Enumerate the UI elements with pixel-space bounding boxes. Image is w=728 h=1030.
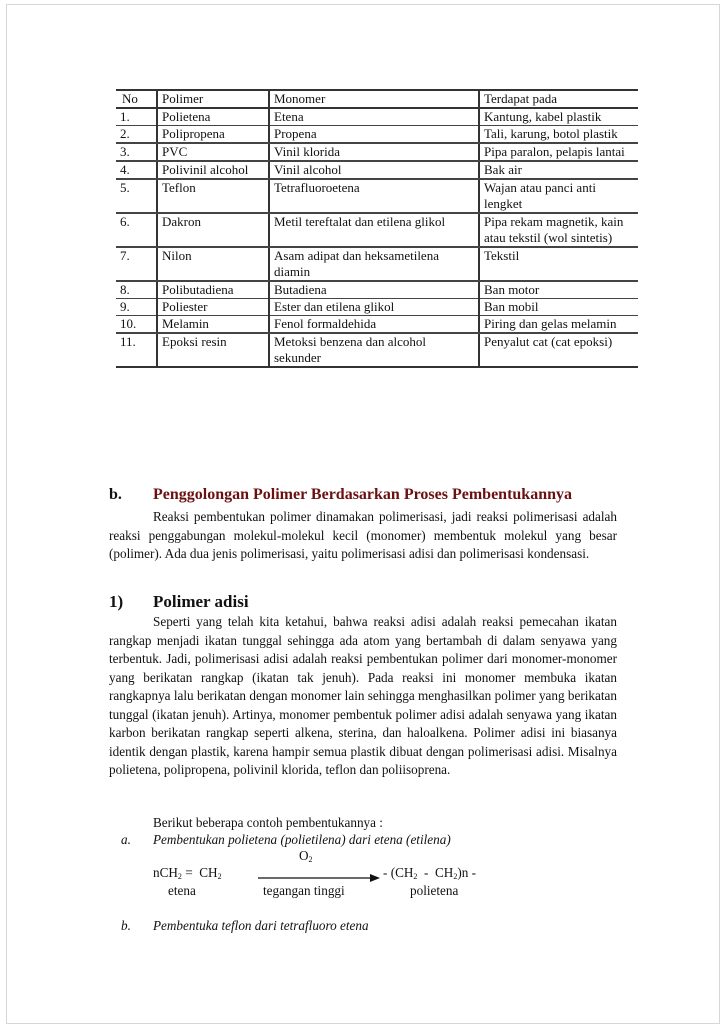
cell-polimer: Teflon: [157, 179, 269, 213]
header-monomer: Monomer: [269, 90, 479, 108]
section-1-title: Polimer adisi: [153, 592, 249, 611]
table-row: [116, 108, 638, 126]
table-row: [116, 333, 638, 367]
cell-no: 4.: [116, 161, 157, 179]
cell-no: 2.: [116, 126, 157, 144]
table-header-row: [116, 90, 638, 108]
table-row: [116, 316, 638, 334]
cell-polimer: Polietena: [157, 108, 269, 126]
cell-no: 6.: [116, 213, 157, 247]
cell-monomer: Vinil alcohol: [269, 161, 479, 179]
cell-polimer: PVC: [157, 143, 269, 161]
example-b-letter: b.: [121, 918, 131, 933]
product-sub-1: 2: [413, 872, 418, 881]
reaction-arrow-icon: [258, 873, 380, 883]
header-terdapat: Terdapat pada: [479, 90, 638, 108]
cell-terdapat: Wajan atau panci anti lengket: [479, 179, 638, 213]
reactant-part-b: = CH: [181, 865, 218, 880]
example-b-title: Pembentuka teflon dari tetrafluoro etena: [153, 918, 369, 933]
cell-monomer: Butadiena: [269, 281, 479, 299]
product-part-a: - (CH: [383, 865, 414, 880]
section-1-number: 1): [109, 592, 124, 611]
cell-polimer: Polipropena: [157, 126, 269, 144]
table-row: [116, 247, 638, 281]
cell-terdapat: Kantung, kabel plastik: [479, 108, 638, 126]
examples-intro: Berikut beberapa contoh pembentukannya :: [153, 815, 383, 830]
reaction-catalyst: [299, 848, 313, 864]
example-a-title: Pembentukan polietena (polietilena) dari etena (etilena): [153, 832, 451, 847]
product-part-b: - CH: [417, 865, 454, 880]
cell-no: 5.: [116, 179, 157, 213]
cell-monomer: Metil tereftalat dan etilena glikol: [269, 213, 479, 247]
section-b-title: Penggolongan Polimer Berdasarkan Proses Pembentukannya: [153, 486, 572, 503]
reactant-part-a: nCH: [153, 865, 178, 880]
catalyst-subscript: 2: [308, 855, 313, 864]
cell-monomer: Fenol formaldehida: [269, 316, 479, 334]
cell-no: 8.: [116, 281, 157, 299]
cell-monomer: Metoksi benzena dan alcohol sekunder: [269, 333, 479, 367]
cell-no: 10.: [116, 316, 157, 334]
cell-monomer: Propena: [269, 126, 479, 144]
cell-monomer: Asam adipat dan heksametilena diamin: [269, 247, 479, 281]
cell-no: 9.: [116, 299, 157, 316]
table-row: [116, 299, 638, 316]
cell-no: 3.: [116, 143, 157, 161]
cell-terdapat: Tali, karung, botol plastik: [479, 126, 638, 144]
reactant-label: etena: [168, 883, 196, 898]
table-row: [116, 126, 638, 144]
cell-polimer: Nilon: [157, 247, 269, 281]
header-no: No: [116, 90, 157, 108]
section-b-paragraph: Reaksi pembentukan polimer dinamakan polimerisasi, jadi reaksi polimerisasi adalah reaksi penggabungan molekul-molekul kecil (monomer) membentuk molekul yang besar (polimer). Ada dua jenis polimerisasi, yaitu polimerisasi adisi dan polimerisasi kondensasi.: [109, 509, 617, 561]
cell-monomer: Vinil klorida: [269, 143, 479, 161]
table-row: [116, 143, 638, 161]
reaction-reactant-formula: [153, 865, 222, 881]
cell-polimer: Epoksi resin: [157, 333, 269, 367]
cell-polimer: Polivinil alcohol: [157, 161, 269, 179]
cell-terdapat: Pipa paralon, pelapis lantai: [479, 143, 638, 161]
cell-no: 11.: [116, 333, 157, 367]
product-sub-2: 2: [453, 872, 458, 881]
cell-monomer: Ester dan etilena glikol: [269, 299, 479, 316]
polymer-table: [116, 89, 638, 368]
cell-terdapat: Tekstil: [479, 247, 638, 281]
cell-monomer: Etena: [269, 108, 479, 126]
example-a-letter: a.: [121, 832, 131, 847]
condition-label: tegangan tinggi: [263, 883, 345, 898]
product-part-c: )n -: [457, 865, 476, 880]
header-polimer: Polimer: [157, 90, 269, 108]
cell-polimer: Poliester: [157, 299, 269, 316]
reactant-sub-1: 2: [177, 872, 182, 881]
cell-terdapat: Ban motor: [479, 281, 638, 299]
table-row: [116, 161, 638, 179]
section-b-letter: b.: [109, 486, 122, 503]
table-row: [116, 281, 638, 299]
cell-polimer: Melamin: [157, 316, 269, 334]
cell-no: 1.: [116, 108, 157, 126]
cell-polimer: Polibutadiena: [157, 281, 269, 299]
cell-terdapat: Piring dan gelas melamin: [479, 316, 638, 334]
cell-polimer: Dakron: [157, 213, 269, 247]
table-row: [116, 213, 638, 247]
cell-terdapat: Bak air: [479, 161, 638, 179]
table-row: [116, 179, 638, 213]
reactant-sub-2: 2: [217, 872, 222, 881]
section-1-paragraph: Seperti yang telah kita ketahui, bahwa reaksi adisi adalah reaksi pemecahan ikatan rangkap menjadi ikatan tunggal sehingga ada atom yang bertambah di dalam senyawa yang terbentuk. Jadi, polimerisasi adisi adalah reaksi pembentukan polimer dari monomer-monomer yang berikatan rangkap (ikatan tak jenuh). Pada reaksi ini monomer membuka ikatan rangkapnya lalu berikatan dengan monomer lain sehingga menghasilkan polimer yang berikatan tunggal (ikatan jenuh). Artinya, monomer pembentuk polimer adisi adalah senyawa yang ikatan karbon berikatan rangkap seperti alkena, sterina, dan haloalkena. Polimer adisi ini biasanya identik dengan plastik, karena hampir semua plastik dibuat dengan polimerisasi adisi. Misalnya polietena, polipropena, polivinil klorida, teflon dan poliisoprena.: [109, 614, 617, 777]
reaction-product-formula: [383, 865, 476, 881]
product-label: polietena: [410, 883, 459, 898]
cell-terdapat: Ban mobil: [479, 299, 638, 316]
catalyst-symbol: O: [299, 848, 309, 863]
cell-no: 7.: [116, 247, 157, 281]
cell-terdapat: Penyalut cat (cat epoksi): [479, 333, 638, 367]
cell-monomer: Tetrafluoroetena: [269, 179, 479, 213]
cell-terdapat: Pipa rekam magnetik, kain atau tekstil (wol sintetis): [479, 213, 638, 247]
